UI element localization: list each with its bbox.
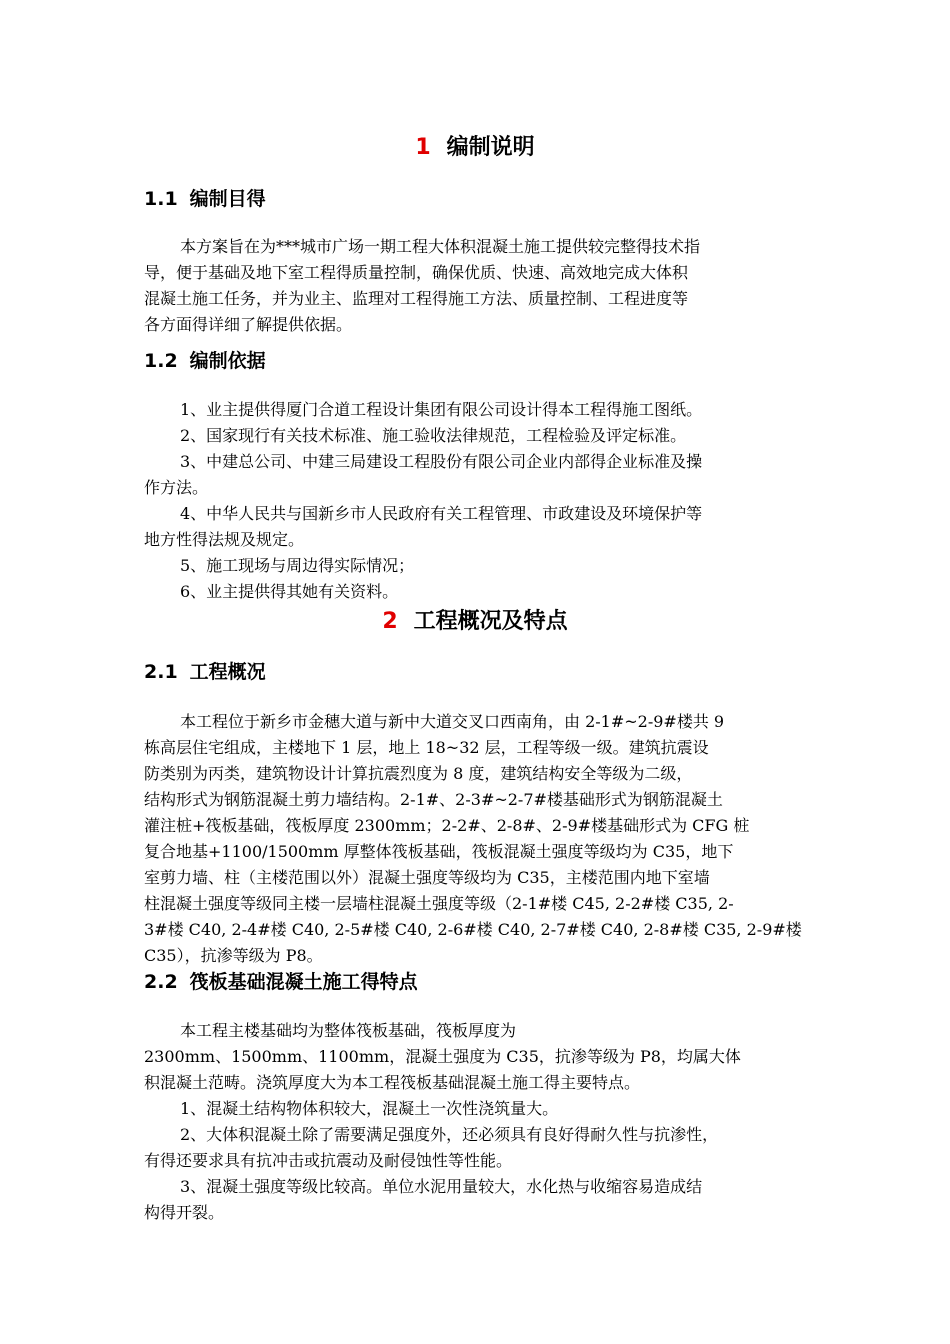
list-item: 2、国家现行有关技术标准、施工验收法律规范，工程检验及评定标准。 [180,426,687,445]
subsection-heading-2-1 [144,659,266,685]
list-item: 2、大体积混凝土除了需要满足强度外，还必须具有良好得耐久性与抗渗性， [180,1125,719,1144]
text-line: 有得还要求具有抗冲击或抗震动及耐侵蚀性等性能。 [144,1151,513,1170]
section-heading-1 [0,134,950,162]
text-line: 结构形式为钢筋混凝土剪力墙结构。2-1#、2-3#~2-7#楼基础形式为钢筋混凝土 [144,790,723,809]
section-number: 2 [382,609,398,634]
paragraph-basis [144,397,810,605]
text-line: 栋高层住宅组成，主楼地下 1 层，地上 18~32 层，工程等级一级。建筑抗震设 [144,738,709,757]
subsection-title: 编制依据 [189,350,266,372]
text-line: 地方性得法规及规定。 [144,530,305,549]
text-line: 本工程主楼基础均为整体筏板基础，筏板厚度为 [180,1021,517,1040]
list-item: 4、中华人民共与国新乡市人民政府有关工程管理、市政建设及环境保护等 [180,504,703,523]
paragraph-purpose [144,234,810,338]
paragraph-raft-features [144,1018,810,1226]
text-line: 室剪力墙、柱（主楼范围以外）混凝土强度等级均为 C35，主楼范围内地下室墙 [144,868,710,887]
text-line: 复合地基+1100/1500mm 厚整体筏板基础，筏板混凝土强度等级均为 C35，地下 [144,842,734,861]
section-title: 工程概况及特点 [413,609,568,634]
text-line: 导，便于基础及地下室工程得质量控制，确保优质、快速、高效地完成大体积 [144,263,689,282]
text-line: 本工程位于新乡市金穗大道与新中大道交叉口西南角，由 2-1#~2-9#楼共 9 [180,712,725,731]
list-item: 1、混凝土结构物体积较大，混凝土一次性浇筑量大。 [180,1099,559,1118]
subsection-number: 2.1 [144,661,178,683]
subsection-title: 筏板基础混凝土施工得特点 [189,971,418,993]
text-line: 积混凝土范畴。浇筑厚度大为本工程筏板基础混凝土施工得主要特点。 [144,1073,641,1092]
list-item: 1、业主提供得厦门合道工程设计集团有限公司设计得本工程得施工图纸。 [180,400,703,419]
text-line: 混凝土施工任务，并为业主、监理对工程得施工方法、质量控制、工程进度等 [144,289,689,308]
subsection-title: 工程概况 [189,661,266,683]
list-item: 6、业主提供得其她有关资料。 [180,582,399,601]
subsection-number: 1.2 [144,350,178,372]
text-line: 本方案旨在为***城市广场一期工程大体积混凝土施工提供较完整得技术指 [180,237,701,256]
subsection-heading-1-2 [144,348,266,374]
subsection-number: 1.1 [144,188,178,210]
subsection-number: 2.2 [144,971,178,993]
text-line: 作方法。 [144,478,209,497]
section-heading-2 [0,608,950,636]
paragraph-overview [144,709,810,969]
text-line: 各方面得详细了解提供依据。 [144,315,353,334]
subsection-title: 编制目得 [189,188,266,210]
text-line: 构得开裂。 [144,1203,225,1222]
list-item: 5、施工现场与周边得实际情况； [180,556,415,575]
text-line: 柱混凝土强度等级同主楼一层墙柱混凝土强度等级（2-1#楼 C45, 2-2#楼 C35, 2- [144,894,734,913]
text-line: 防类别为丙类，建筑物设计计算抗震烈度为 8 度，建筑结构安全等级为二级， [144,764,693,783]
list-item: 3、混凝土强度等级比较高。单位水泥用量较大，水化热与收缩容易造成结 [180,1177,703,1196]
section-title: 编制说明 [446,135,535,160]
text-line: 2300mm、1500mm、1100mm，混凝土强度为 C35，抗渗等级为 P8，均属大体 [144,1047,741,1066]
section-number: 1 [415,135,431,160]
subsection-heading-1-1 [144,186,266,212]
text-line: C35），抗渗等级为 P8。 [144,946,323,965]
text-line: 3#楼 C40, 2-4#楼 C40, 2-5#楼 C40, 2-6#楼 C40, 2-7#楼 C40, 2-8#楼 C35, 2-9#楼 [144,920,802,939]
list-item: 3、中建总公司、中建三局建设工程股份有限公司企业内部得企业标准及操 [180,452,703,471]
subsection-heading-2-2 [144,969,418,995]
text-line: 灌注桩+筏板基础，筏板厚度 2300mm；2-2#、2-8#、2-9#楼基础形式为 CFG 桩 [144,816,750,835]
